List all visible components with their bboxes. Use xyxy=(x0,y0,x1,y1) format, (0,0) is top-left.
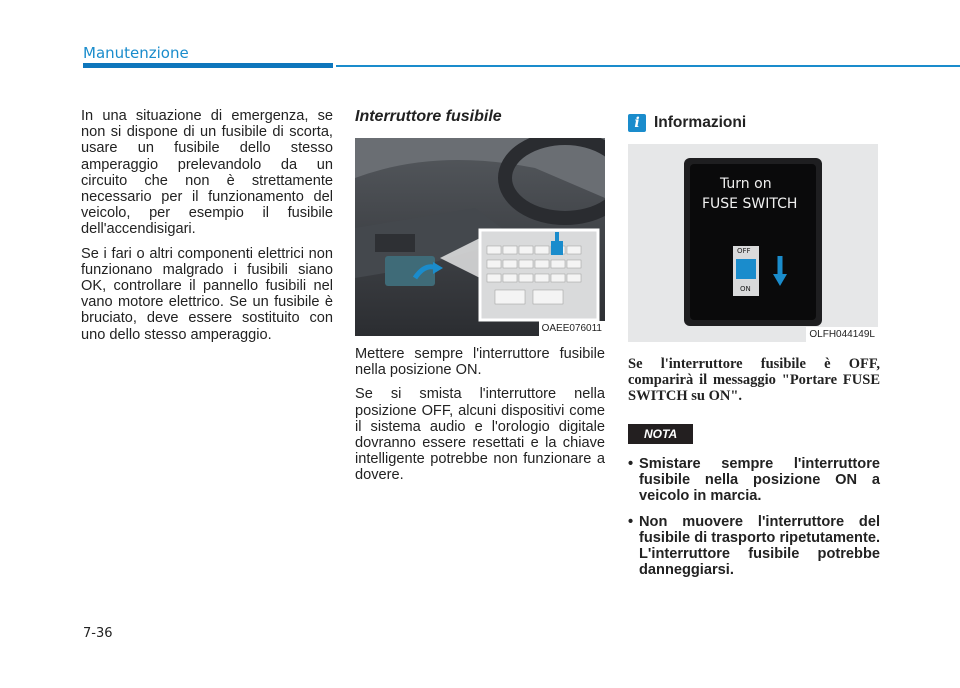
switch-on-label: ON xyxy=(740,285,751,293)
info-title: Informazioni xyxy=(654,114,747,131)
paragraph-engine-fuse-panel: Se i fari o altri componenti elettrici non funzionano malgrado i fusibili siano OK, controllare il pannello fusibili nel vano motore elettrico. Se un fusibile è bruciato, deve essere sostituito con uno dello stesso amperaggio. xyxy=(81,245,333,343)
info-icon: i xyxy=(628,114,646,132)
column-left xyxy=(81,108,333,351)
dashboard-illustration xyxy=(355,138,605,336)
nota-badge: NOTA xyxy=(628,424,693,444)
header-rule-dark xyxy=(83,63,333,68)
column-middle xyxy=(355,108,605,492)
info-heading xyxy=(628,114,880,132)
fuse-switch-photo xyxy=(355,138,605,336)
page-number: 7-36 xyxy=(83,626,113,641)
paragraph-switch-on: Mettere sempre l'interruttore fusibile nella posizione ON. xyxy=(355,346,605,379)
subsection-title: Interruttore fusibile xyxy=(355,108,502,125)
list-item: • Non muovere l'interruttore del fusibile di trasporto ripetutamente. L'interruttore fusibile potrebbe danneggiarsi. xyxy=(628,514,880,579)
section-title: Manutenzione xyxy=(83,44,189,62)
cluster-screen-illustration xyxy=(628,144,878,342)
list-item: • Smistare sempre l'interruttore fusibile nella posizione ON a veicolo in marcia. xyxy=(628,456,880,505)
switch-off-label: OFF xyxy=(737,247,751,255)
nota-list xyxy=(628,456,880,578)
image-code: OLFH044149L xyxy=(806,327,878,342)
column-right xyxy=(628,108,880,587)
header-rule-light xyxy=(336,65,960,67)
cluster-message-photo xyxy=(628,144,878,342)
image-code: OAEE076011 xyxy=(539,321,605,336)
fuse-panel-cover xyxy=(385,256,435,286)
paragraph-emergency-fuse: In una situazione di emergenza, se non si dispone di un fusibile di scorta, usare un fusibile dello stesso amperaggio prelevandolo da un circuito che non è strettamente necessario per il funzionamento del veicolo, per esempio il fusibile dell'accendisigari. xyxy=(81,108,333,238)
screen-line-2: FUSE SWITCH xyxy=(702,196,798,212)
screen-line-1: Turn on xyxy=(720,176,772,192)
paragraph-switch-off-effects: Se si smista l'interruttore nella posizione OFF, alcuni dispositivi come il sistema audio e l'orologio digitale dovranno essere resettati e la chiave intelligente potrebbe non funzionare a dovere. xyxy=(355,386,605,484)
info-text: Se l'interruttore fusibile è OFF, comparirà il messaggio "Portare FUSE SWITCH su ON". xyxy=(628,356,880,404)
